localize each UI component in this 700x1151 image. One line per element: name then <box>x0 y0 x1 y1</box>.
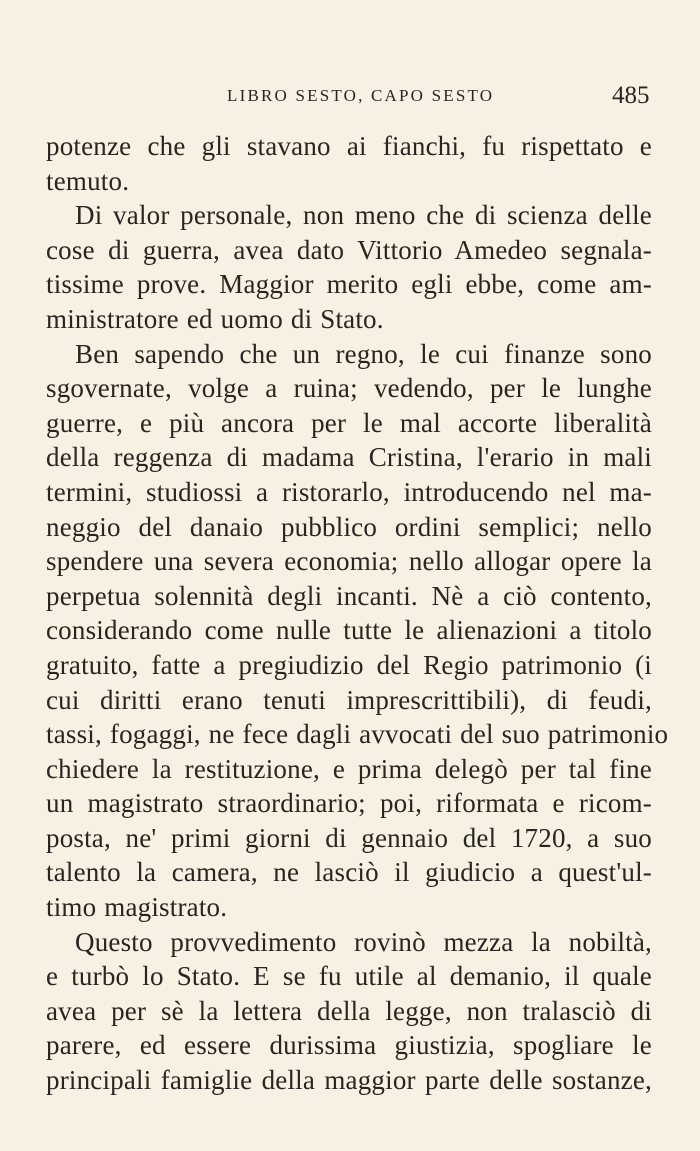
text-line: perpetua solennità degli incanti. Nè a ciò contento, <box>46 580 652 611</box>
text-line: chiedere la restituzione, e prima delegò per tal fine <box>46 753 652 784</box>
text-line: talento la camera, ne lasciò il giudicio a quest'ul- <box>46 857 652 888</box>
text-line: tissime prove. Maggior merito egli ebbe, come am- <box>46 269 652 300</box>
page-number: 485 <box>612 82 650 109</box>
text-line: cose di guerra, avea dato Vittorio Amedeo segnala- <box>46 234 652 265</box>
text-line: potenze che gli stavano ai fianchi, fu rispettato e <box>46 131 652 161</box>
text-line: tassi, fogaggi, ne fece dagli avvocati del suo patrimonio <box>46 719 669 750</box>
text-line: della reggenza di madama Cristina, l'erario in mali <box>46 442 652 473</box>
text-line: Questo provvedimento rovinò mezza la nobiltà, <box>75 926 652 957</box>
running-title: LIBRO SESTO, CAPO SESTO <box>227 86 495 105</box>
text-line: principali famiglie della maggior parte delle sostanze, <box>46 1065 652 1096</box>
text-line: termini, studiossi a ristorarlo, introducendo nel ma- <box>46 476 652 507</box>
text-line: e turbò lo Stato. E se fu utile al demanio, il quale <box>46 961 652 992</box>
running-head <box>0 82 700 118</box>
body-text <box>46 129 669 1098</box>
text-line: Ben sapendo che un regno, le cui finanze sono <box>75 338 652 369</box>
text-line: parere, ed essere durissima giustizia, spogliare le <box>46 1030 652 1061</box>
text-line: avea per sè la lettera della legge, non tralasciò di <box>46 995 652 1026</box>
text-line: timo magistrato. <box>46 892 228 923</box>
text-line: spendere una severa economia; nello allogar opere la <box>46 546 652 577</box>
text-line: neggio del danaio pubblico ordini semplici; nello <box>46 511 652 542</box>
text-line: sgovernate, volge a ruina; vedendo, per le lunghe <box>46 373 652 404</box>
text-line: temuto. <box>46 165 130 196</box>
text-line: Di valor personale, non meno che di scienza delle <box>75 200 652 231</box>
text-line: guerre, e più ancora per le mal accorte liberalità <box>46 407 652 438</box>
text-line: gratuito, fatte a pregiudizio del Regio patrimonio (i <box>46 649 652 680</box>
text-line: cui diritti erano tenuti imprescrittibili), di feudi, <box>46 684 652 715</box>
text-line: un magistrato straordinario; poi, riformata e ricom- <box>46 788 652 819</box>
text-line: ministratore ed uomo di Stato. <box>46 303 384 334</box>
text-line: considerando come nulle tutte le alienazioni a titolo <box>46 615 652 646</box>
text-line: posta, ne' primi giorni di gennaio del 1720, a suo <box>46 822 652 853</box>
